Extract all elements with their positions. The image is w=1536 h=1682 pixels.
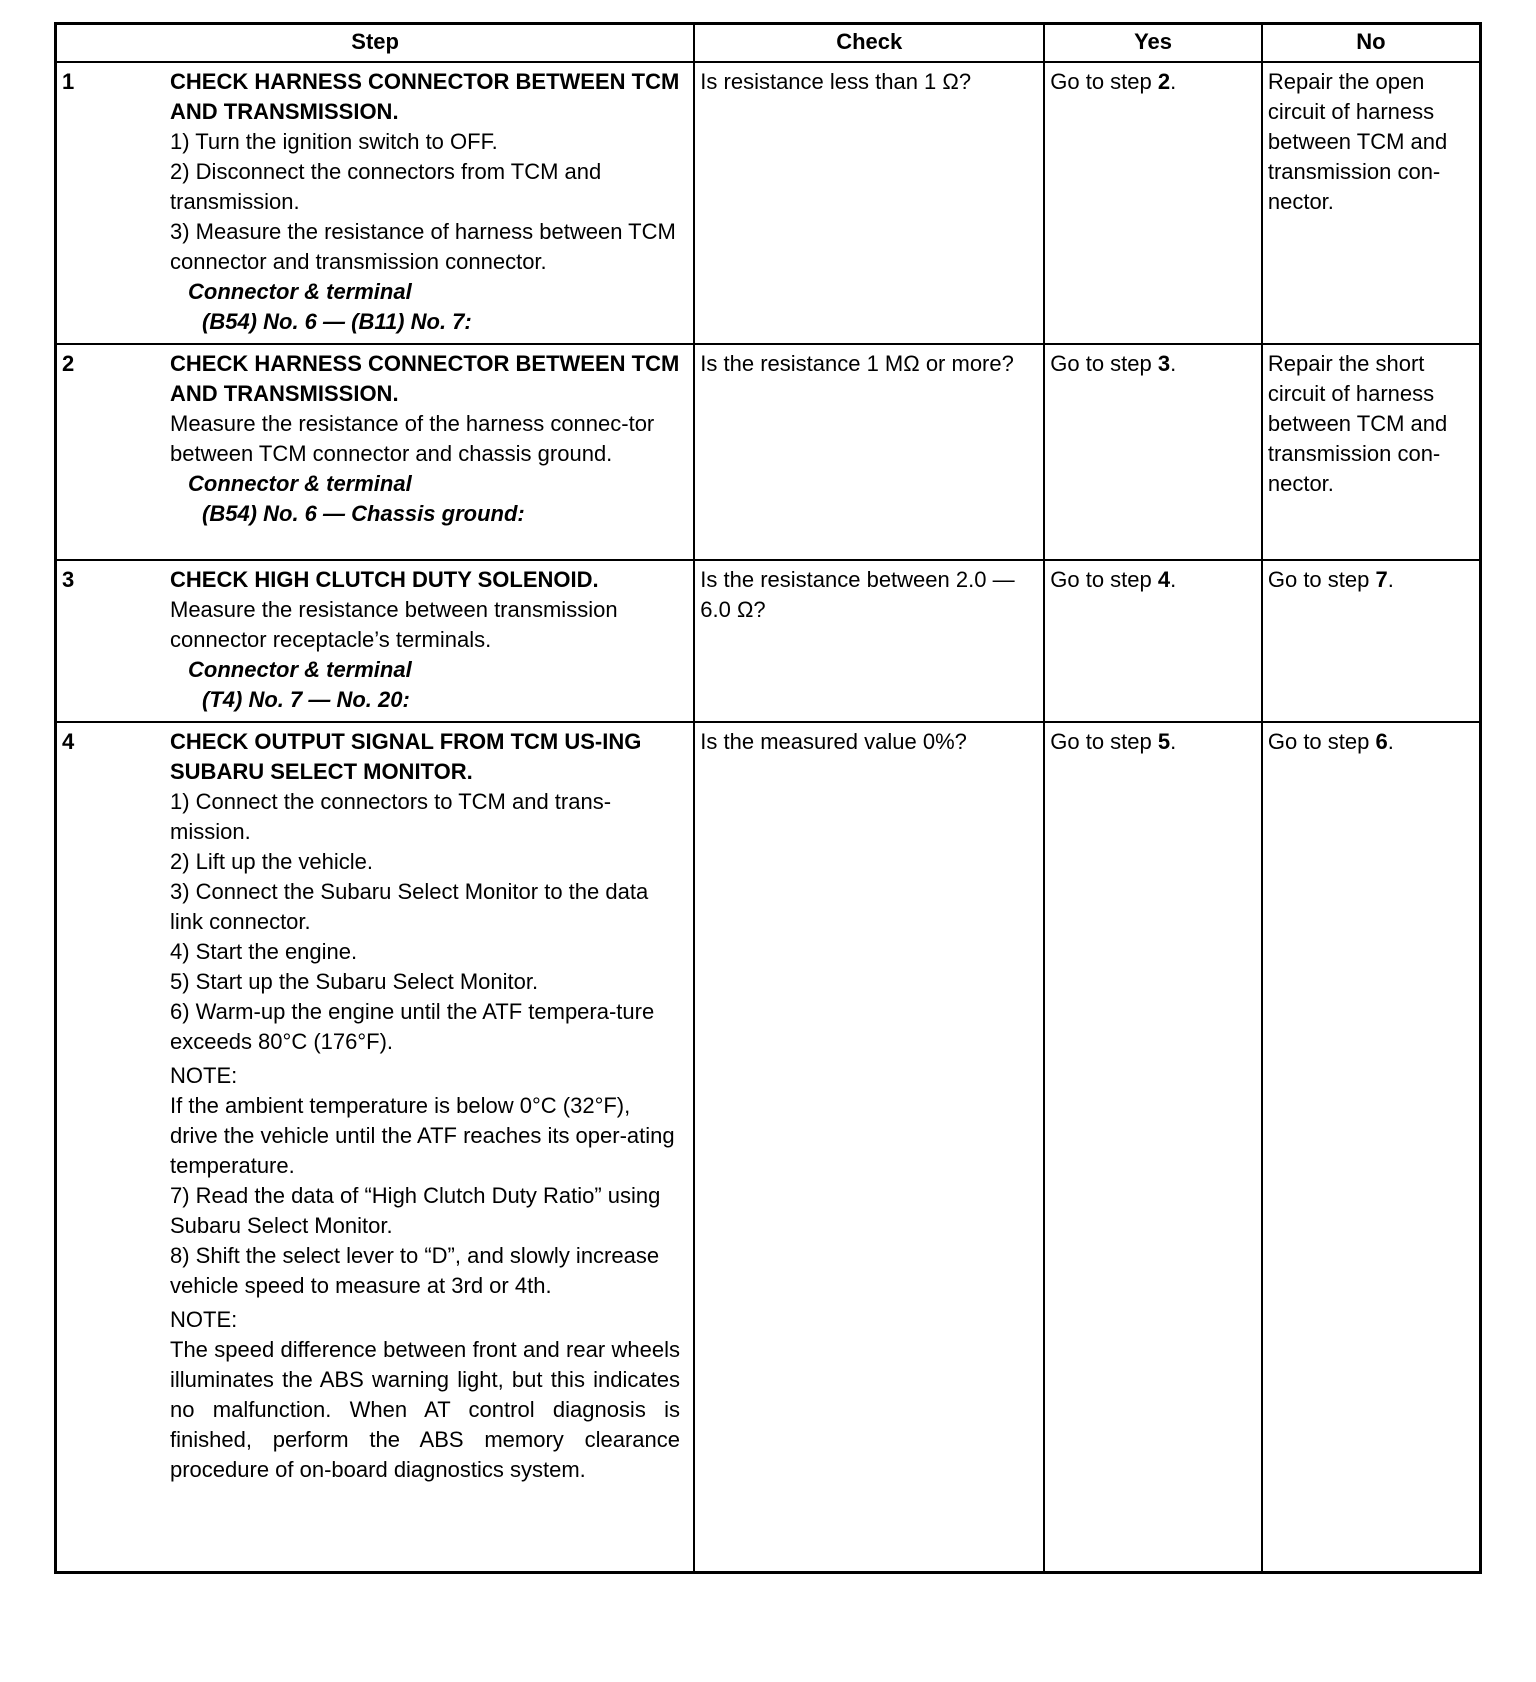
step-content — [170, 727, 680, 1485]
step-cell — [56, 560, 695, 722]
no-cell: Repair the open circuit of harness between TCM and transmission con-nector. — [1262, 62, 1481, 344]
check-cell: Is resistance less than 1 Ω? — [694, 62, 1044, 344]
step-content — [170, 67, 680, 337]
yes-step: 2 — [1157, 69, 1171, 94]
yes-cell: Go to step 3. — [1044, 344, 1262, 560]
step-line: 3) Measure the resistance of harness between TCM connector and transmission connector. — [170, 219, 676, 274]
step-line: 1) Turn the ignition switch to OFF. — [170, 129, 498, 154]
note-text: The speed difference between front and rear wheels illuminates the ABS warning light, but this indicates no malfunction. When AT control diagnosis is finished, perform the ABS memory clearance procedure of on-board diagnostics system. — [170, 1337, 680, 1482]
header-yes: Yes — [1044, 24, 1262, 63]
table-row — [56, 722, 1481, 1572]
connector-value: (T4) No. 7 — No. 20: — [202, 687, 410, 712]
step-line: 2) Lift up the vehicle. — [170, 849, 374, 874]
header-row — [56, 24, 1481, 63]
step-title: CHECK HARNESS CONNECTOR BETWEEN TCM AND TRANSMISSION. — [170, 351, 680, 406]
connector-label: Connector & terminal — [188, 279, 412, 304]
step-text: Measure the resistance of the harness connec-tor between TCM connector and chassis ground. — [170, 411, 655, 466]
step-line: 7) Read the data of “High Clutch Duty Ratio” using Subaru Select Monitor. — [170, 1183, 661, 1238]
step-number: 4 — [62, 729, 75, 754]
header-step: Step — [56, 24, 695, 63]
step-line: 4) Start the engine. — [170, 939, 358, 964]
step-line: 2) Disconnect the connectors from TCM and transmission. — [170, 159, 602, 214]
step-text: Measure the resistance between transmission connector receptacle’s terminals. — [170, 597, 618, 652]
no-cell: Repair the short circuit of harness between TCM and transmission con-nector. — [1262, 344, 1481, 560]
step-title: CHECK OUTPUT SIGNAL FROM TCM US-ING SUBARU SELECT MONITOR. — [170, 729, 642, 784]
diagnostic-table — [54, 22, 1482, 1574]
note-heading: NOTE: — [170, 1307, 238, 1332]
step-line: 1) Connect the connectors to TCM and trans-mission. — [170, 789, 612, 844]
header-check: Check — [694, 24, 1044, 63]
no-prefix: Go to step — [1267, 567, 1376, 592]
step-line: 3) Connect the Subaru Select Monitor to the data link connector. — [170, 879, 649, 934]
yes-prefix: Go to step — [1050, 351, 1158, 376]
step-number: 2 — [62, 351, 75, 376]
connector-value: (B54) No. 6 — (B11) No. 7: — [202, 309, 472, 334]
table-row — [56, 62, 1481, 344]
yes-step: 3 — [1157, 351, 1171, 376]
step-title: CHECK HARNESS CONNECTOR BETWEEN TCM AND TRANSMISSION. — [170, 69, 680, 124]
yes-cell: Go to step 2. — [1044, 62, 1262, 344]
step-number: 3 — [62, 567, 75, 592]
check-cell: Is the resistance 1 MΩ or more? — [694, 344, 1044, 560]
step-title: CHECK HIGH CLUTCH DUTY SOLENOID. — [170, 567, 599, 592]
no-step: 7 — [1375, 567, 1388, 592]
note-heading: NOTE: — [170, 1063, 238, 1088]
no-cell: Go to step 6. — [1262, 722, 1481, 1572]
step-cell — [56, 344, 695, 560]
step-content — [170, 349, 680, 529]
yes-step: 4 — [1157, 567, 1171, 592]
connector-label: Connector & terminal — [188, 471, 412, 496]
table-row — [56, 344, 1481, 560]
connector-label: Connector & terminal — [188, 657, 412, 682]
step-cell — [56, 62, 695, 344]
yes-step: 5 — [1157, 729, 1171, 754]
yes-prefix: Go to step — [1050, 69, 1158, 94]
yes-cell: Go to step 5. — [1044, 722, 1262, 1572]
connector-value: (B54) No. 6 — Chassis ground: — [202, 501, 525, 526]
no-step: 6 — [1375, 729, 1388, 754]
check-cell: Is the resistance between 2.0 — 6.0 Ω? — [694, 560, 1044, 722]
step-line: 5) Start up the Subaru Select Monitor. — [170, 969, 539, 994]
yes-prefix: Go to step — [1050, 567, 1158, 592]
yes-cell: Go to step 4. — [1044, 560, 1262, 722]
yes-prefix: Go to step — [1050, 729, 1158, 754]
step-number: 1 — [62, 69, 75, 94]
step-line: 8) Shift the select lever to “D”, and slowly increase vehicle speed to measure at 3rd or 4th. — [170, 1243, 660, 1298]
step-line: 6) Warm-up the engine until the ATF tempera-ture exceeds 80°C (176°F). — [170, 999, 655, 1054]
step-cell — [56, 722, 695, 1572]
check-cell: Is the measured value 0%? — [694, 722, 1044, 1572]
no-prefix: Go to step — [1267, 729, 1376, 754]
no-cell: Go to step 7. — [1262, 560, 1481, 722]
note-text: If the ambient temperature is below 0°C (32°F), drive the vehicle until the ATF reaches its oper-ating temperature. — [170, 1093, 675, 1178]
step-content — [170, 565, 680, 715]
table-row — [56, 560, 1481, 722]
header-no: No — [1262, 24, 1481, 63]
